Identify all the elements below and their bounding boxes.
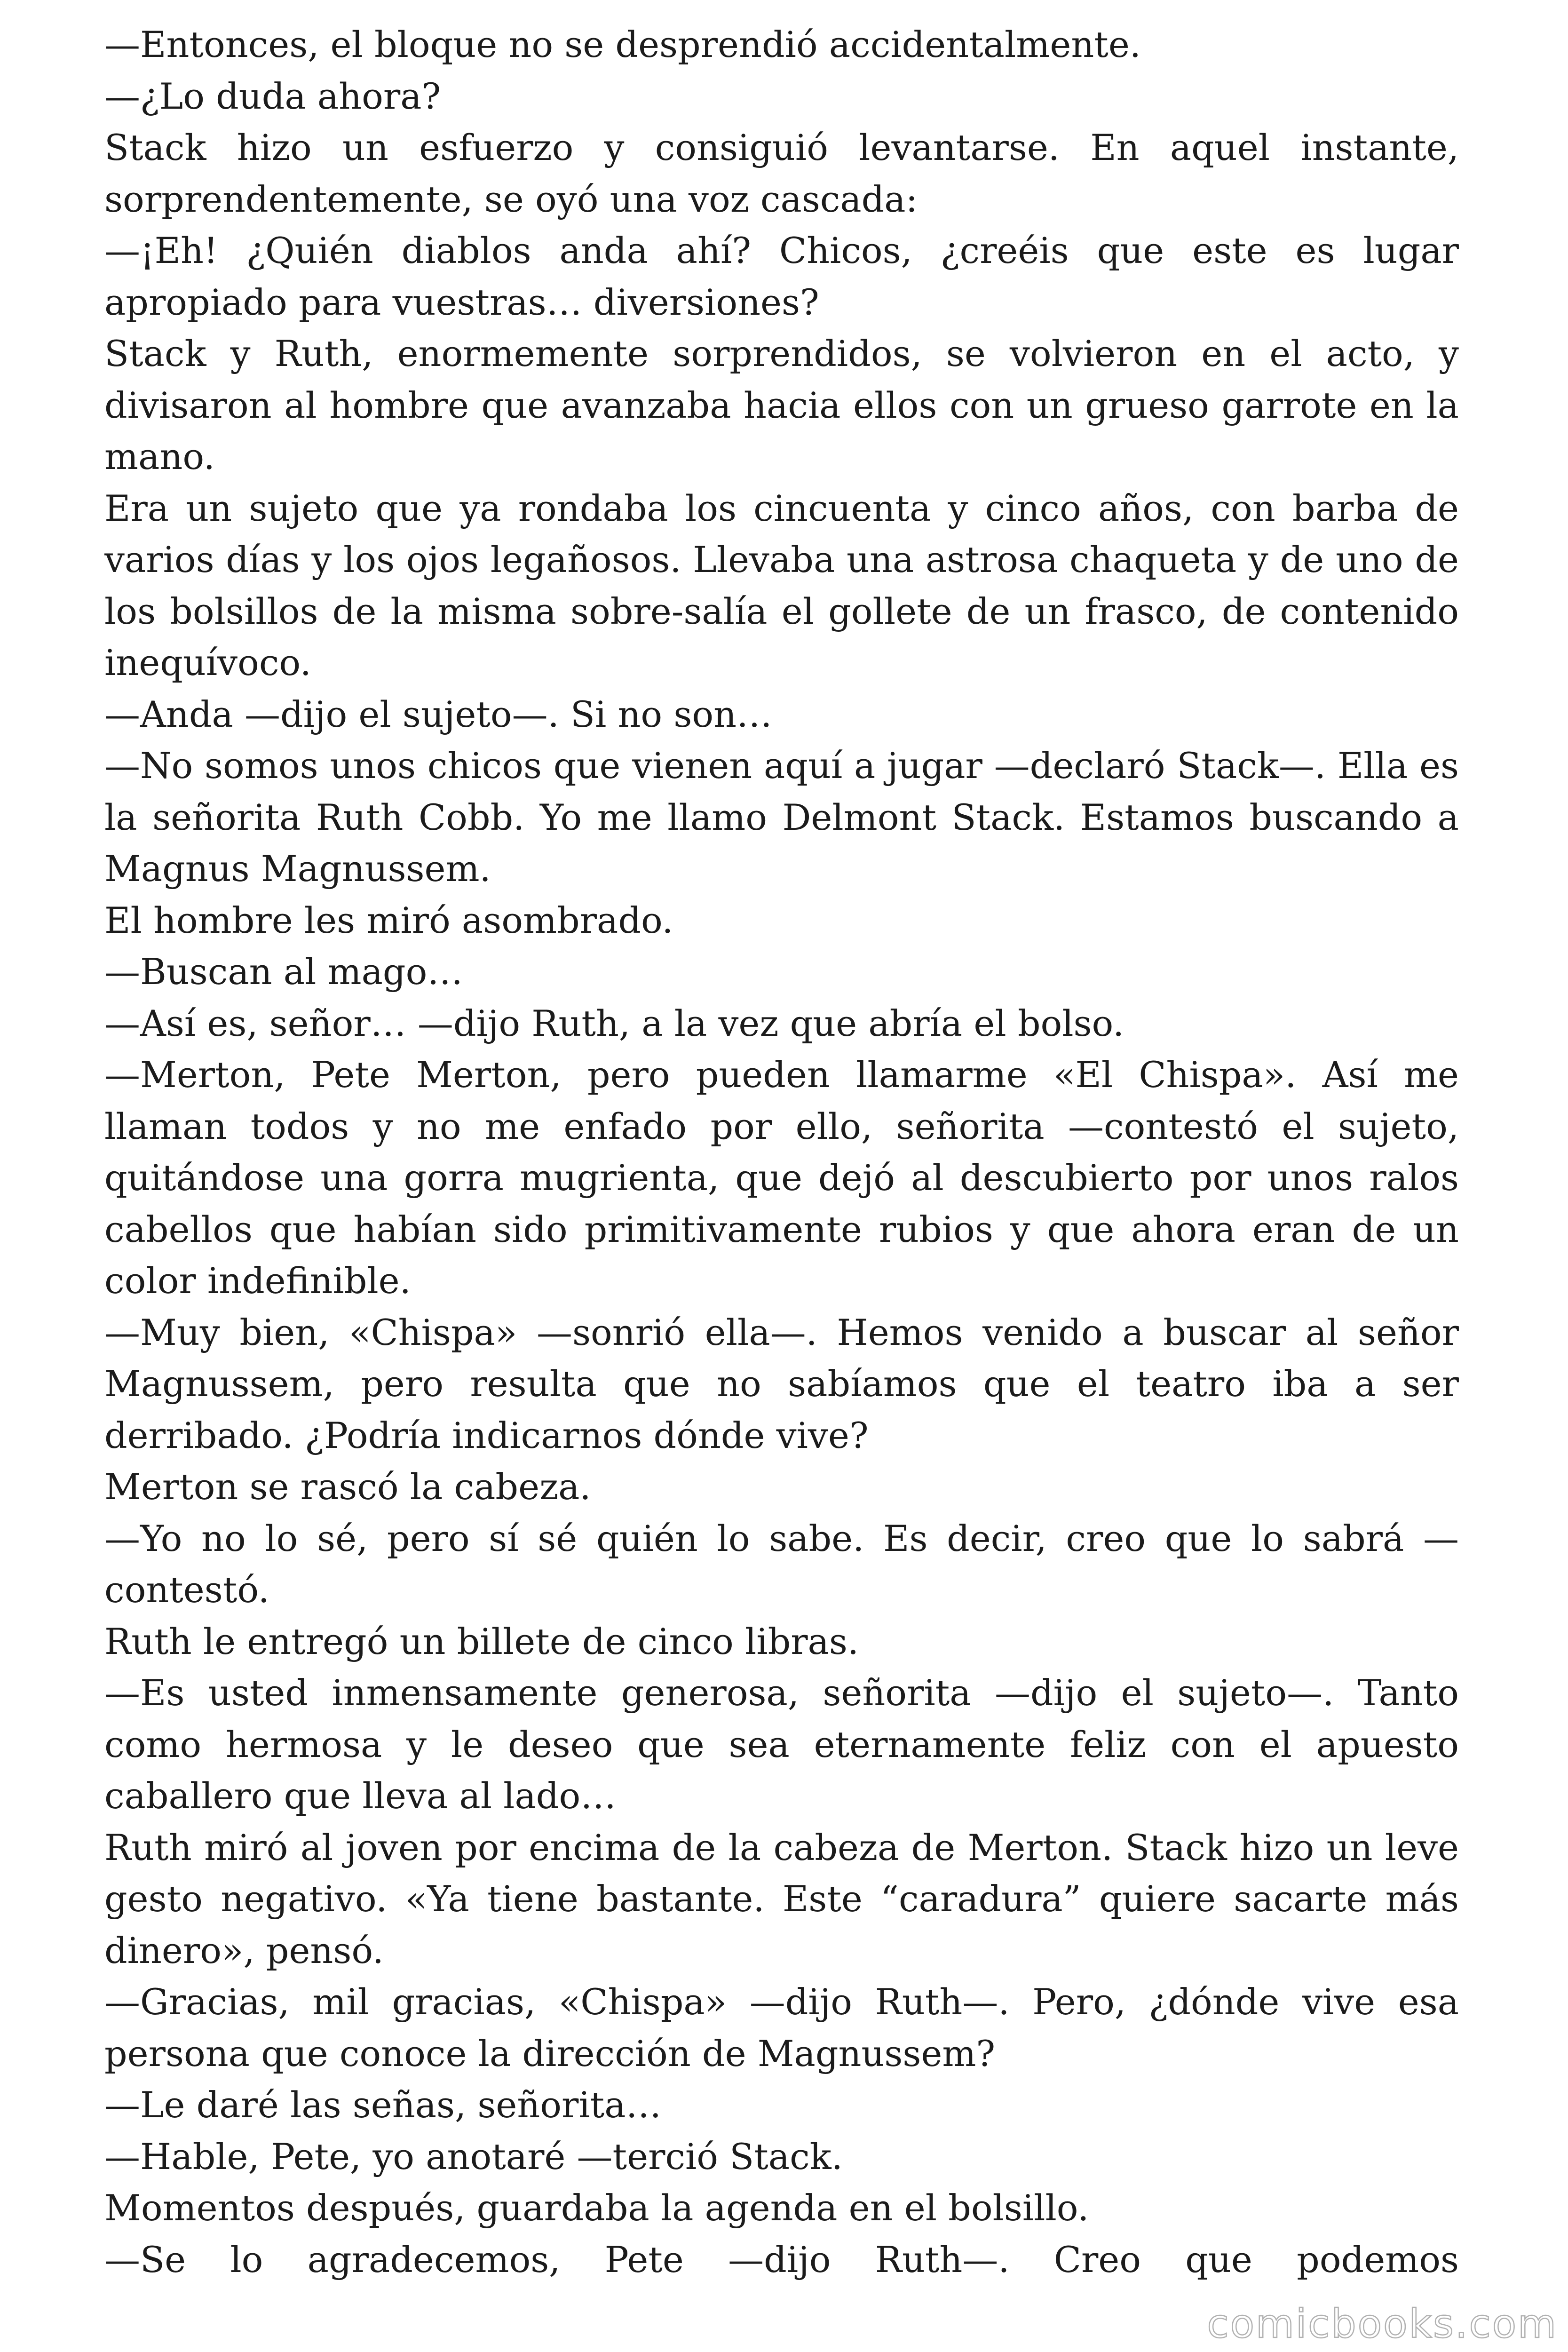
- paragraph: El hombre les miró asombrado.: [104, 899, 673, 941]
- paragraph: —Muy bien, «Chispa» —sonrió ella—. Hemos venido a buscar al señor Magnussem, pero resulta que no sabíamos que el teatro iba a ser derribado. ¿Podría indicarnos dónde vive?: [104, 1311, 1459, 1456]
- paragraph: —Anda —dijo el sujeto—. Si no son…: [104, 693, 773, 735]
- paragraph: Stack y Ruth, enormemente sorprendidos, se volvieron en el acto, y divisaron al hombre que avanzaba hacia ellos con un grueso garrote en la mano.: [104, 333, 1459, 477]
- paragraph: Ruth le entregó un billete de cinco libras.: [104, 1620, 859, 1662]
- paragraph: —Merton, Pete Merton, pero pueden llamarme «El Chispa». Así me llaman todos y no me enfado por ello, señorita —contestó el sujeto, quitándose una gorra mugrienta, que dejó al descubierto por unos ralos cabellos que habían sido primitivamente rubios y que ahora eran de un color indefinible.: [104, 1054, 1459, 1302]
- paragraph: Stack hizo un esfuerzo y consiguió levantarse. En aquel instante, sorprendentemente, se oyó una voz cascada:: [104, 127, 1459, 220]
- paragraph: Momentos después, guardaba la agenda en el bolsillo.: [104, 2187, 1089, 2229]
- paragraph: —¿Lo duda ahora?: [104, 75, 441, 117]
- document-page: [104, 19, 1459, 2324]
- paragraph: —Se lo agradecemos, Pete —dijo Ruth—. Creo que podemos: [104, 2238, 1459, 2280]
- paragraph: —Buscan al mago…: [104, 951, 463, 993]
- paragraph: —Es usted inmensamente generosa, señorita —dijo el sujeto—. Tanto como hermosa y le deseo que sea eternamente feliz con el apuesto caballero que lleva al lado…: [104, 1672, 1459, 1817]
- paragraph: —No somos unos chicos que vienen aquí a jugar —declaró Stack—. Ella es la señorita Ruth Cobb. Yo me llamo Delmont Stack. Estamos buscando a Magnus Magnussem.: [104, 745, 1459, 890]
- paragraph: —¡Eh! ¿Quién diablos anda ahí? Chicos, ¿creéis que este es lugar apropiado para vuestras… diversiones?: [104, 230, 1459, 323]
- paragraph: Ruth miró al joven por encima de la cabeza de Merton. Stack hizo un leve gesto negativo. «Ya tiene bastante. Este “caradura” quiere sacarte más dinero», pensó.: [104, 1826, 1459, 1971]
- paragraph: —Hable, Pete, yo anotaré —terció Stack.: [104, 2135, 843, 2177]
- paragraph: —Gracias, mil gracias, «Chispa» —dijo Ruth—. Pero, ¿dónde vive esa persona que conoce la dirección de Magnussem?: [104, 1981, 1459, 2074]
- paragraph: Era un sujeto que ya rondaba los cincuenta y cinco años, con barba de varios días y los ojos legañosos. Llevaba una astrosa chaqueta y de uno de los bolsillos de la misma sobre-salía el gollete de un frasco, de contenido inequívoco.: [104, 487, 1459, 683]
- paragraph: —Así es, señor… —dijo Ruth, a la vez que abría el bolso.: [104, 1002, 1125, 1044]
- paragraph: —Entonces, el bloque no se desprendió accidentalmente.: [104, 24, 1141, 65]
- watermark: comicbooks.com: [1207, 2301, 1558, 2347]
- paragraph: —Le daré las señas, señorita…: [104, 2084, 662, 2126]
- paragraph: —Yo no lo sé, pero sí sé quién lo sabe. Es decir, creo que lo sabrá —contestó.: [104, 1517, 1459, 1611]
- paragraph: Merton se rascó la cabeza.: [104, 1466, 591, 1508]
